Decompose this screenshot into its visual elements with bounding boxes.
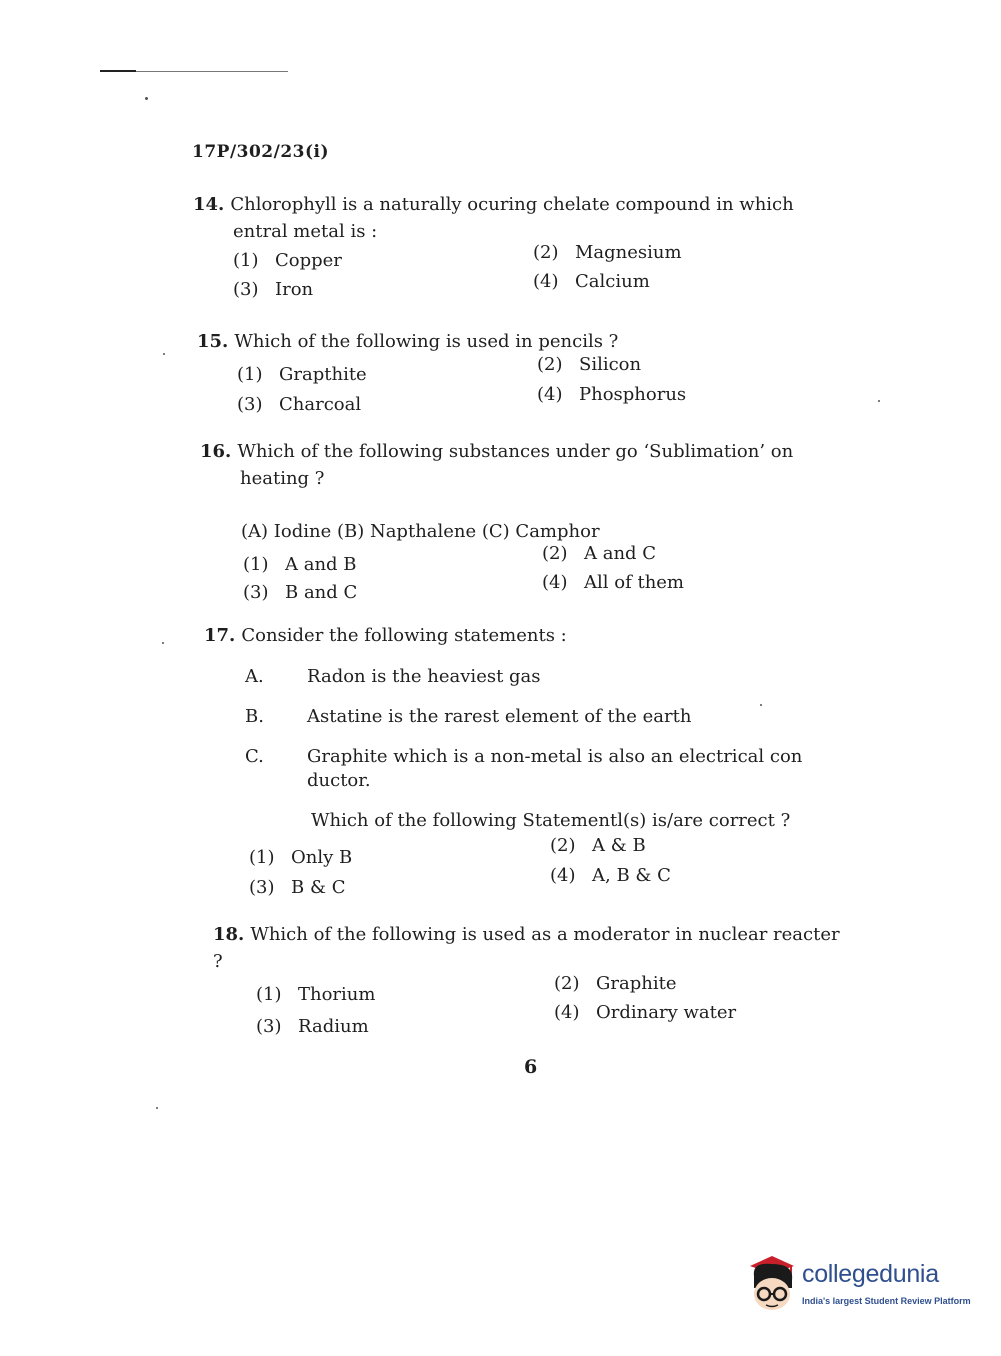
- question-16: [200, 438, 840, 607]
- question-number: 16.: [200, 441, 232, 462]
- question-17: [204, 622, 844, 896]
- speck: [162, 642, 164, 644]
- brand-name: collegedunia: [802, 1260, 939, 1288]
- question-text: Which of the following is used as a moderator in nuclear reacter ?: [213, 924, 840, 972]
- option-2: (2) Magnesium: [533, 242, 682, 263]
- speck: [163, 353, 165, 355]
- option-1: (1) Only B: [249, 847, 353, 868]
- statement-list: [204, 663, 844, 805]
- question-number: 15.: [197, 331, 229, 352]
- substance-list: (A) Iodine (B) Napthalene (C) Camphor: [241, 521, 600, 542]
- options: [213, 973, 853, 1037]
- question-text: Consider the following statements :: [241, 625, 567, 646]
- top-rule-dark: [100, 70, 136, 72]
- option-1: (1) Thorium: [256, 984, 376, 1005]
- option-2: (2) A and C: [542, 543, 657, 564]
- question-text: Chlorophyll is a naturally ocuring chelate compound in which: [230, 194, 794, 215]
- speck: [156, 1107, 158, 1109]
- option-3: (3) Radium: [256, 1016, 369, 1037]
- question-14: [193, 191, 833, 307]
- mascot-icon: [742, 1252, 802, 1314]
- statement-c: C. Graphite which is a non-metal is also an electrical con ductor.: [245, 746, 803, 791]
- option-4: (4) Phosphorus: [537, 384, 687, 405]
- brand-tagline: India's largest Student Review Platform: [802, 1296, 971, 1306]
- option-2: (2) Graphite: [554, 973, 677, 994]
- option-4: (4) A, B & C: [550, 865, 671, 886]
- option-4: (4) Ordinary water: [554, 1002, 737, 1023]
- option-3: (3) Charcoal: [237, 394, 362, 415]
- option-2: (2) A & B: [550, 835, 646, 856]
- question-number: 14.: [193, 194, 225, 215]
- question-18: [213, 921, 853, 1037]
- speck: [145, 97, 148, 100]
- option-3: (3) Iron: [233, 279, 314, 300]
- options: [193, 242, 833, 307]
- question-text: Which of the following is used in pencils ?: [234, 331, 619, 352]
- question-number: 18.: [213, 924, 245, 945]
- option-4: (4) Calcium: [533, 271, 650, 292]
- option-2: (2) Silicon: [537, 354, 642, 375]
- options: [204, 836, 844, 896]
- question-15: [197, 328, 837, 417]
- option-3: (3) B and C: [243, 582, 358, 603]
- paper-code: 17P/302/23(i): [192, 142, 330, 162]
- options: [200, 543, 840, 607]
- statement-a: A. Radon is the heaviest gas: [245, 666, 541, 687]
- question-number: 17.: [204, 625, 236, 646]
- collegedunia-logo: [742, 1252, 972, 1322]
- options: [197, 354, 837, 417]
- option-4: (4) All of them: [542, 572, 685, 593]
- option-3: (3) B & C: [249, 877, 346, 898]
- question-text-cont: entral metal is :: [233, 221, 378, 242]
- page-number: 6: [524, 1056, 538, 1078]
- statement-question: Which of the following Statementl(s) is/are correct ?: [311, 810, 791, 831]
- question-text: Which of the following substances under go ‘Sublimation’ on: [237, 441, 794, 462]
- question-text-cont: heating ?: [240, 468, 325, 489]
- option-1: (1) Copper: [233, 250, 342, 271]
- statement-b: B. Astatine is the rarest element of the earth: [245, 706, 692, 727]
- speck: [878, 400, 880, 402]
- option-1: (1) A and B: [243, 554, 357, 575]
- option-1: (1) Grapthite: [237, 364, 367, 385]
